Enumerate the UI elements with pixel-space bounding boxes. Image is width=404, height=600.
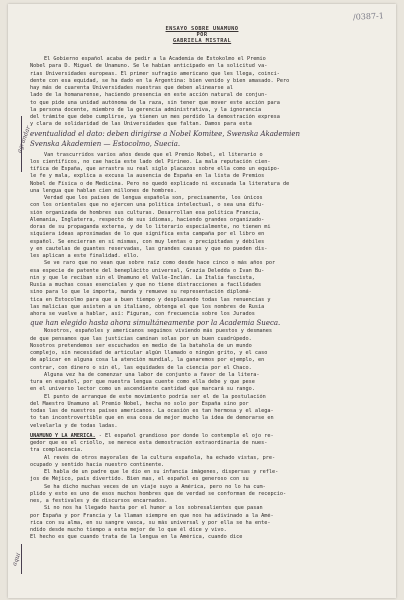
text-line: los científicos, no cae hacia este lado del Pirineo. La mala reputación cien- [30, 158, 271, 165]
section-heading: UNAMUNO Y LA AMERICA. [30, 432, 96, 439]
text-line: lado de la homanarense, haciendo presencia en este acción natural de conjun- [30, 92, 268, 99]
text-line: rias Universidades europeas. El primer sufragio americano que les llega, coinci- [30, 70, 280, 77]
document-title: ENSAYO SOBRE UNAMUNO [165, 26, 239, 32]
text-line: Nobel para D. Miguel de Unamuno. Se le habían anticipado en la solicitud va- [30, 63, 268, 70]
text-line: todas las de nuestros países americanos. La ocasión es tan hermosa y el alega- [30, 408, 274, 414]
handwritten-line: eventualidad el dato: deben dirigirse a Nobel Komitee, Swenska Akademien [30, 129, 301, 138]
text-line: plido y esto es uno de esos muchos hombres que de verdad se conforman de recepcio- [30, 490, 287, 497]
text-line: Alemania, Inglaterra, respecto de sus idiomas, haciendo grandes organizado- [30, 216, 265, 223]
text-line: sión organizada de hombres sus culturas. Desarrollan esa política Francia, [30, 209, 262, 216]
text-line: de que pensamos que las justicias caminan solas por un buen cuadrúpedo. [30, 335, 252, 342]
text-line: tífica de España, que arrastra su real siglo placazos sobre ella como un equipo- [30, 166, 280, 172]
text-line: una lengua que hablan cien millones de hombres. [30, 187, 177, 194]
text-line: dente con esa equidad, se ha dado en la Argentina: bien venido y bien amasado. Pero [30, 77, 290, 84]
document-author: GABRIELA MISTRAL [172, 38, 232, 44]
text-line: Al revés de otros mayorales de la cultura española, ha echado vistas, pre- [44, 454, 276, 461]
text-line: Nosotros pretendemos ser escuchados en medio de la batahola de un mundo [30, 342, 252, 349]
margin-note: aqui [11, 552, 23, 567]
section-heading-rest: - El español grandioso por donde lo contemple el ojo re- [95, 432, 274, 439]
document-title-por: POR [196, 32, 208, 38]
text-line: El hecho es que cuando trata de la lengua en la América, cuando dice [30, 534, 243, 541]
text-line: por España y por Francia y la llaman siempre en que nos ha adivinado a la Amé- [30, 512, 274, 519]
text-line: le fe y mala, explica a excusa la ausencia de España en la lista de Premios [30, 173, 265, 180]
text-line: con los orientales que no ejercen una política intelectual, o sea una difu- [30, 202, 265, 209]
text-line: Verdad que los países de lengua española son, precisamente, los únicos [44, 195, 263, 201]
document-body [30, 56, 378, 542]
text-line: doras de su propaganda externa, y de lo literario especialmente, no tienen mi [30, 224, 271, 230]
text-line: del Maestro Unamuno al Premio Nobel, hecha no solo por España sino por [30, 400, 249, 407]
text-line: siquiera ideas aproximadas de lo que significa esta campaña por el libro en [30, 231, 265, 238]
text-line: sino para lo que le importa, manda y remueve su representación diplomá- [30, 289, 252, 296]
text-line: las malicias que asisten a un italiano, obtenga el que los nombres de Rusia [30, 303, 265, 310]
text-line: complejo, sin necesidad de articular algún llamado o ningún grito, y el caso [30, 350, 268, 356]
text-line: El Gobierno español acaba de pedir a la Academia de Estokolmo el Premio [44, 56, 266, 62]
text-line: contrar, con dinero o sin él, las equidades de la ciencia por el Chaco. [30, 364, 252, 371]
text-line: tica en Estocolmo para que a buen tiempo y desplazando todas las renuencias y [30, 296, 271, 303]
text-line: ndido desde mucho tiempo a esta mejor de lo que él dice y vivo. [30, 527, 227, 533]
text-line: Van trascurridos varios años desde que el Premio Nobel, el literario o [44, 151, 263, 158]
text-line: de aplicar en alguna cosa la atención mundial, la ganaremos por ejemplo, en [30, 357, 265, 364]
text-line: Alguna vez ha de comenzar una labor de conjunto a favor de la litera- [44, 371, 260, 378]
text-line: Se ha dicho muchas veces de un viaje suyo a América, pero no lo ha cum- [44, 483, 266, 490]
text-line: ocupado y sentido hacia nuestro continente. [30, 461, 165, 468]
text-line: Se ve raro que no vean que sobre raíz como desde hace cinco o más años por [44, 260, 276, 267]
text-line: Si no nos ha llegado hasta por el humor a los sobresalientes que pasan [44, 505, 263, 512]
text-line: rica con su alma, en su sangre vasca, su más universal y por ella se ha ente- [30, 519, 271, 526]
text-line: Rusia a muchas cosas esenciales y que no tiene distracciones a facilidades [30, 282, 262, 288]
text-line: les aplican a este finalidad. ello. [30, 253, 140, 259]
margin-note: agrandar [15, 125, 33, 154]
text-line: gedor que es el criollo, se merece esta demostración extraordinaria de nues- [30, 440, 268, 446]
handwritten-line: Svenska Akademien — Estocolmo, Suecia. [30, 139, 181, 148]
text-line: español. Se encierran en sí mismas, con muy lentas o precipitadas y débiles [30, 238, 265, 245]
text-line: velvelarla y de todas ladas. [30, 422, 118, 429]
text-line: y clara de solidaridad de las Universidades que faltan. Damos para esta [30, 121, 252, 128]
text-line: hay más de cuarenta Universidades nuestras que deben alinearse al [30, 85, 234, 91]
text-line: jos de Méjico, país divertido. Bien mas, el español es generoso con su [30, 476, 249, 483]
text-line: Él habla de un padre que le dio en su infancia imágenes, dispersas y refle- [44, 469, 279, 475]
text-line: y en cautelas de guantes reservadas, las grandes causas y que no pueden dis- [30, 245, 268, 252]
text-line: Nosotros, españoles y americanos seguimos viviendo más puestos y desmanes [44, 328, 272, 335]
text-line: to tan incontrovertible que en esa cosa de mejor mucho la idea de demorarse en [30, 415, 274, 422]
text-line: tra complacencia. [30, 447, 84, 454]
text-line: ahora se vuelve a hablar, así: Figuran, con frecuencia sobre los Jurados [30, 311, 255, 317]
text-line: nes, a festivales y de discursos encarnados. [30, 498, 168, 504]
text-line: nin y que le reciban sin el Unamuno el Valle-Inclán. La Italia fascista, [30, 274, 255, 281]
text-line: esa especie de patente del beneplácito universal, Grazia Deledda o Ivan Bu- [30, 267, 265, 274]
text-line: la persona docente, miembro de la gerencia administrativa, y la ignorancia [30, 106, 262, 113]
document-page [8, 4, 396, 598]
margin-bracket [21, 544, 28, 574]
handwritten-line: que han elegido hasta ahora simultáneamente por la Academia Sueca. [30, 319, 281, 328]
text-line: tura en español, por que nuestra lengua cuente como ella debe y que pese [30, 379, 255, 385]
text-line: en el universo lector como un ascendiente cantidad que marcará su rango. [30, 386, 255, 393]
text-line: Nobel de Física o de Medicina. Pero no quedó explicado ni excusada la literatura de [30, 180, 290, 187]
archive-reference: /0387-1 [352, 11, 385, 22]
text-line: El punto de arranque de este movimiento podría ser el de la postulación [44, 393, 266, 400]
text-line: del trámite que debe cumplirse, ya tienen un mes perdido la demostración expresa [30, 114, 280, 120]
text-line [30, 433, 378, 440]
text-line: to que pide una unidad autónoma de la raza, sin tener que mover este acción para [30, 99, 280, 106]
